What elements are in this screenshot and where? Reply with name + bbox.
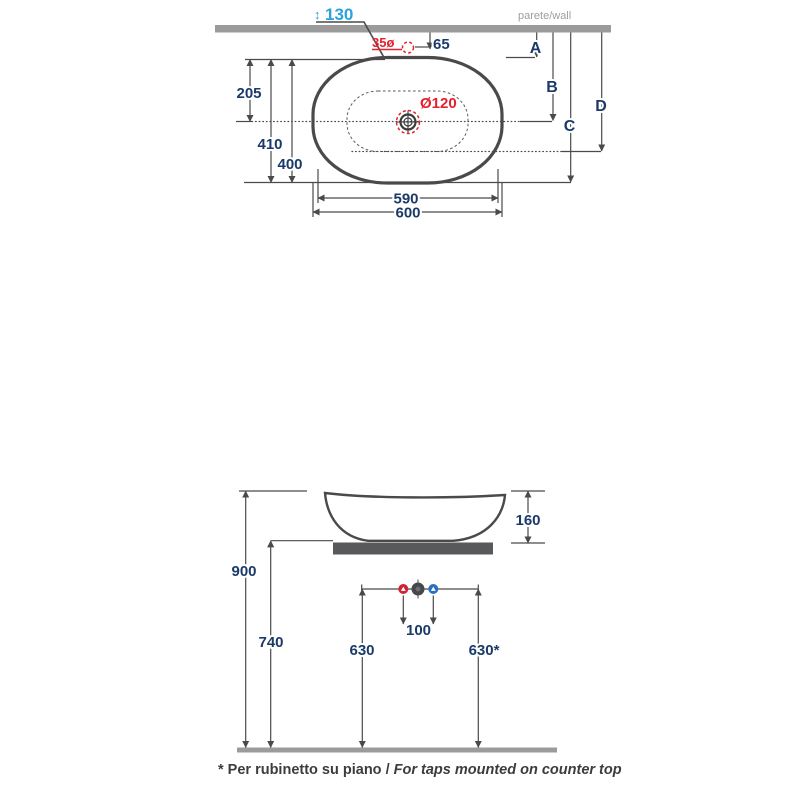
spout-icon <box>412 580 425 599</box>
drain-icon <box>397 111 420 134</box>
basin-side-profile <box>325 493 505 541</box>
dim-value-600: 600 <box>395 204 421 222</box>
tap-hole-diameter-label: 35ø <box>372 35 395 50</box>
dim-value-630-right: 630* <box>468 642 500 659</box>
dim-value-160: 160 <box>515 512 541 529</box>
ref-label-b: B <box>546 79 558 96</box>
ref-label-d: D <box>595 98 607 115</box>
hot-water-icon <box>398 584 408 594</box>
footnote-english: For taps mounted on counter top <box>393 762 622 778</box>
wall-bar <box>215 25 611 33</box>
floor-bar <box>237 748 557 753</box>
counter-top-bar <box>333 543 493 555</box>
dim-value-740: 740 <box>258 634 284 651</box>
dim-value-400: 400 <box>277 156 303 173</box>
drain-diameter-label: Ø120 <box>420 95 457 112</box>
top-view <box>215 5 611 222</box>
dim-value-410: 410 <box>257 136 283 153</box>
dim-value-590: 590 <box>393 190 419 208</box>
footnote-italian: * Per rubinetto su piano / <box>218 762 394 778</box>
cold-water-icon <box>428 584 438 594</box>
height-adjust-icon: ↕ <box>314 7 321 22</box>
dim-value-205: 205 <box>236 85 262 102</box>
dim-value-630-left: 630 <box>349 642 375 659</box>
footnote <box>218 762 622 778</box>
wall-label: parete/wall <box>518 10 572 22</box>
dim-value-100: 100 <box>405 622 432 639</box>
ref-label-c: C <box>563 118 576 135</box>
tap-offset-value: 65 <box>433 36 450 53</box>
dim-value-900: 900 <box>231 563 257 580</box>
tap-hole-icon <box>403 42 414 53</box>
side-view <box>231 491 557 753</box>
clearance-value: 130 <box>325 5 354 24</box>
ref-label-a: A <box>529 40 542 57</box>
